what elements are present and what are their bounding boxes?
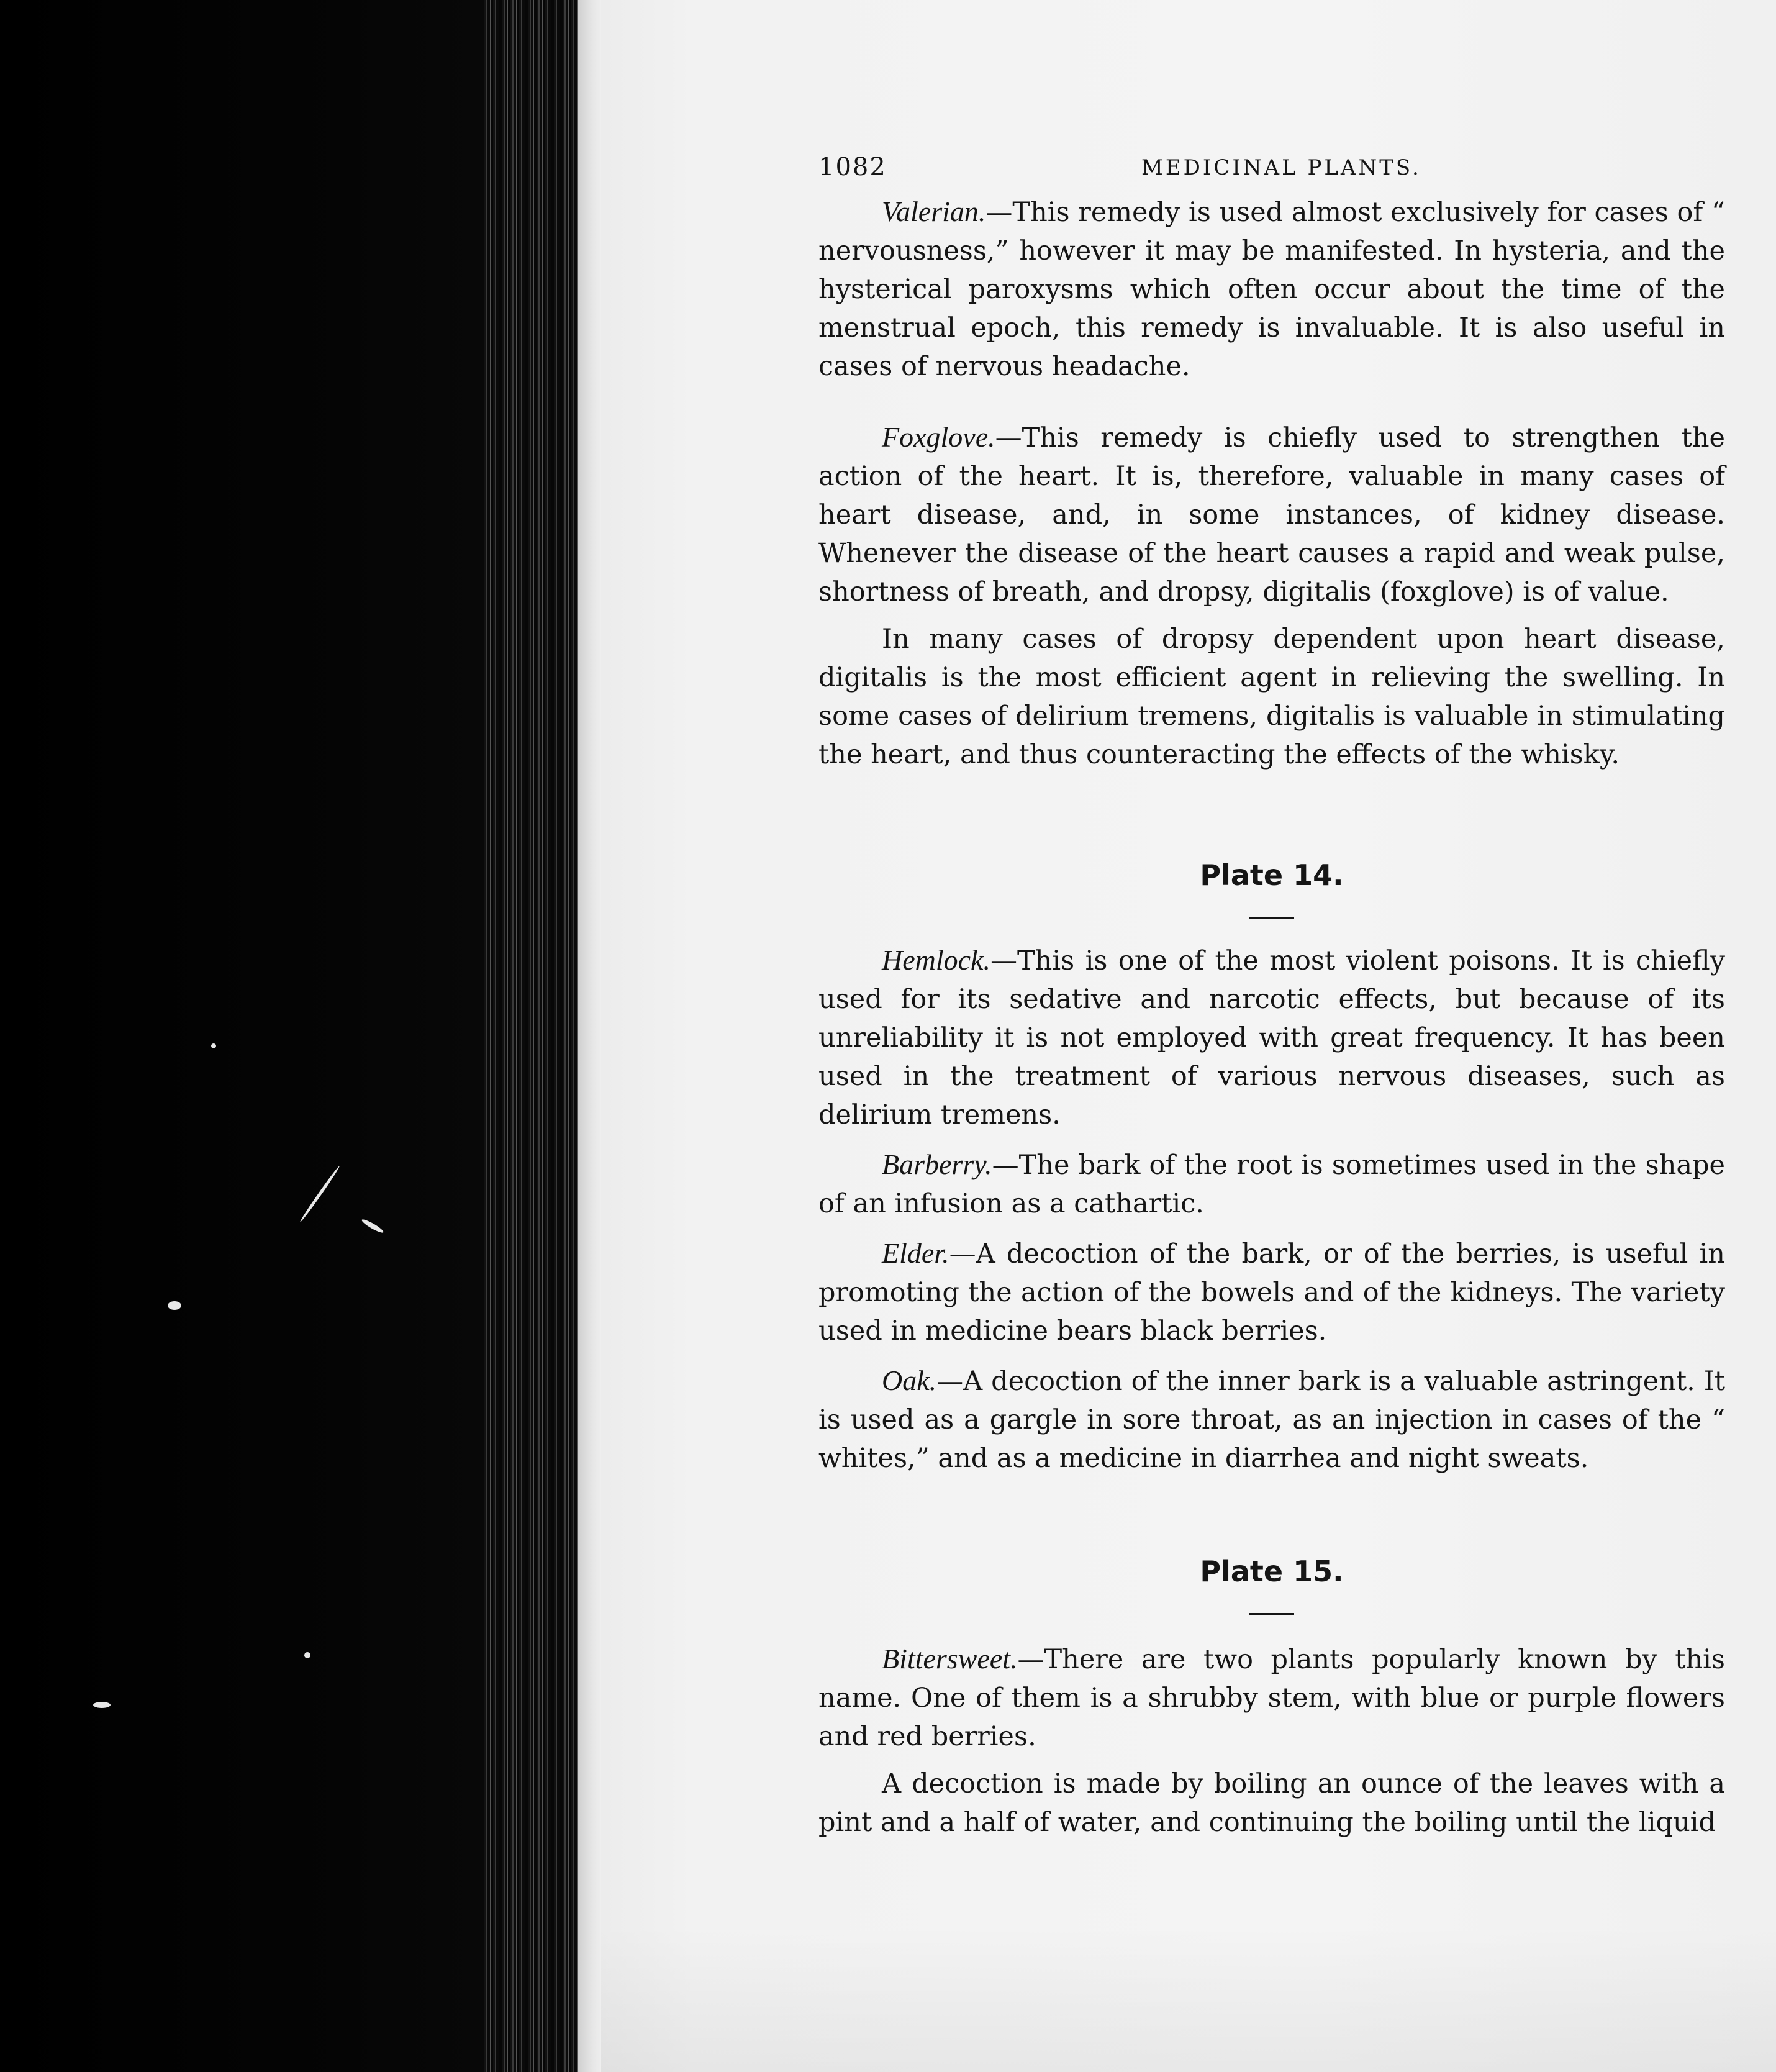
paragraph-oak [818, 1361, 1725, 1478]
plate-14-heading: Plate 14. [1200, 858, 1344, 892]
paragraph-foxglove [818, 418, 1725, 611]
paragraph-elder [818, 1234, 1725, 1350]
page-shadow [601, 1925, 1776, 2072]
paragraph-bittersweet-2 [818, 1765, 1725, 1842]
dust-speck [93, 1702, 111, 1708]
dust-speck [304, 1652, 310, 1658]
text-oak: —A decoction of the inner bark is a valuable astringent. It is used as a gargle in sore throat, as an injection in cases of the “ whites,” and as a medicine in diarrhea and night sweats. [818, 1366, 1725, 1474]
dust-speck [211, 1043, 216, 1048]
paragraph-bittersweet [818, 1640, 1725, 1756]
paragraph-barberry [818, 1145, 1725, 1223]
term-hemlock: Hemlock. [882, 944, 990, 976]
paragraph-foxglove-2 [818, 620, 1725, 774]
term-valerian: Valerian. [882, 196, 986, 227]
text-foxglove-2: In many cases of dropsy dependent upon heart disease, digitalis is the most efficient agent in relieving the swelling. In some cases of delirium tremens, digitalis is valuable in stimulating the heart, and thus counteracting the effects of the whisky. [818, 624, 1725, 770]
term-bittersweet: Bittersweet. [882, 1643, 1018, 1674]
term-elder: Elder. [882, 1237, 949, 1269]
text-barberry: —The bark of the root is sometimes used in the shape of an infusion as a cathartic. [818, 1150, 1725, 1219]
plate-15-heading: Plate 15. [1200, 1555, 1344, 1588]
page-gutter [578, 0, 602, 2072]
dust-speck [168, 1301, 181, 1310]
text-hemlock: —This is one of the most violent poisons. It is chiefly used for its sedative and narcotic effects, but because of its unreliability it is not employed with great frequency. It has been used in the treatment of various nervous diseases, such as delirium tremens. [818, 945, 1725, 1130]
paragraph-hemlock [818, 941, 1725, 1134]
paragraph-valerian [818, 193, 1725, 386]
running-title: MEDICINAL PLANTS. [1141, 155, 1421, 180]
text-bittersweet: —There are two plants popularly known by this name. One of them is a shrubby stem, with blue or purple flowers and red berries. [818, 1644, 1725, 1752]
text-bittersweet-2: A decoction is made by boiling an ounce of the leaves with a pint and a half of water, and continuing the boiling until the liquid [818, 1768, 1725, 1838]
term-foxglove: Foxglove. [882, 421, 995, 453]
text-foxglove: —This remedy is chiefly used to strengthen the action of the heart. It is, therefore, valuable in many cases of heart disease, and, in some instances, of kidney disease. Whenever the disease of the heart causes a rapid and weak pulse, shortness of breath, and dropsy, digitalis (foxglove) is of value. [818, 422, 1725, 607]
term-barberry: Barberry. [882, 1148, 992, 1180]
term-oak: Oak. [882, 1365, 937, 1396]
text-elder: —A decoction of the bark, or of the berries, is useful in promoting the action of the bowels and of the kidneys. The variety used in medicine bears black berries. [818, 1238, 1725, 1347]
running-head [818, 143, 1725, 193]
page-number: 1082 [818, 153, 887, 181]
text-valerian: —This remedy is used almost exclusively for cases of “ nervousness,” however it may be manifested. In hysteria, and the hysterical paroxysms which often occur about the time of the menstrual epoch, this remedy is invaluable. It is also useful in cases of nervous headache. [818, 197, 1725, 382]
page-content [818, 143, 1725, 1853]
